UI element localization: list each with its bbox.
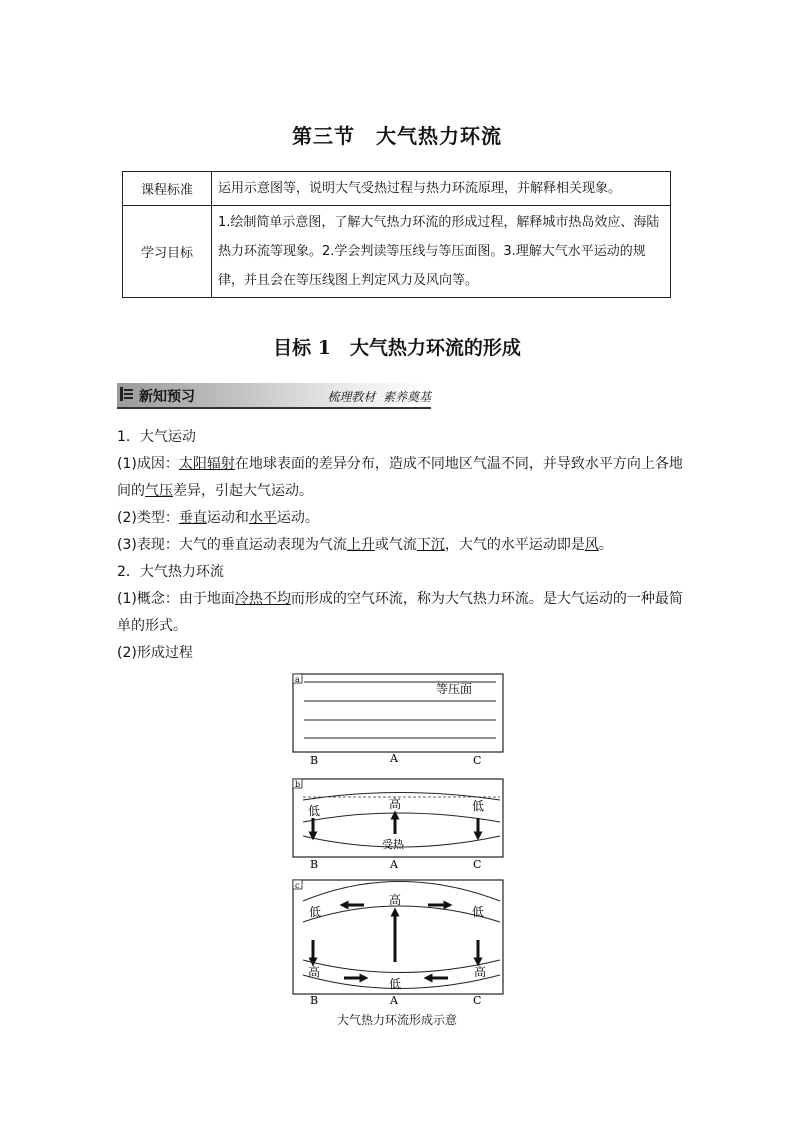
panel-a-tag: a xyxy=(295,675,300,684)
table-value: 运用示意图等，说明大气受热过程与热力环流原理，并解释相关现象。 xyxy=(212,172,671,206)
low-pressure-left: 低 xyxy=(308,804,321,818)
section-title: 目标 1 大气热力环流的形成 xyxy=(273,337,521,359)
text: 在地球表面的差异分布，造成不同地区气温不同，并导致水平方向上各地间的 xyxy=(117,456,683,499)
panel-b-tag: b xyxy=(295,780,301,789)
page-title: 第三节 大气热力环流 xyxy=(292,124,502,148)
table-key: 学习目标 xyxy=(123,206,212,298)
text: 而形成的空气环流，称为大气热力环流。是大气运动的一种最简单的形式。 xyxy=(117,591,683,634)
text: (1)概念：由于地面 xyxy=(117,591,235,607)
table-row xyxy=(123,206,671,298)
low-pressure-right: 低 xyxy=(472,799,485,813)
blank-answer: 上升 xyxy=(346,537,375,553)
high-pressure-top: 高 xyxy=(389,893,402,907)
blank-answer: 下沉 xyxy=(416,537,445,553)
table-value: 1.绘制简单示意图，了解大气热力环流的形成过程，解释城市热岛效应、海陆热力环流等现象。2.学会判读等压线与等压面图。3.理解大气水平运动的规律，并且会在等压线图上判定风力及风向等。 xyxy=(212,206,671,298)
point-a-label: A xyxy=(390,994,398,1007)
point-b-label: B xyxy=(310,994,319,1007)
paragraph-type xyxy=(117,505,687,532)
point-c-label: C xyxy=(473,858,482,871)
paragraph-concept xyxy=(117,586,687,640)
panel-a xyxy=(293,674,503,767)
high-pressure-center: 高 xyxy=(389,797,402,811)
text: 或气流 xyxy=(374,537,417,553)
point-b-label: B xyxy=(310,858,319,871)
standards-table xyxy=(122,171,671,298)
paragraph-process: (2)形成过程 xyxy=(117,645,193,661)
thermal-circulation-diagram xyxy=(280,668,520,1008)
section-banner xyxy=(117,383,431,409)
high-pressure-bottom-right: 高 xyxy=(474,965,487,979)
paragraph-cause xyxy=(117,451,687,505)
blank-answer: 气压 xyxy=(145,483,173,499)
diagram-caption: 大气热力环流形成示意 xyxy=(336,1013,457,1027)
panel-c xyxy=(293,880,503,1007)
text: 差异，引起大气运动。 xyxy=(173,483,313,499)
point-a-label: A xyxy=(390,858,398,871)
point-a-label: A xyxy=(390,752,398,765)
text: 运动。 xyxy=(276,510,319,526)
text: 。 xyxy=(598,537,613,553)
low-pressure-top-left: 低 xyxy=(309,905,322,919)
low-pressure-top-right: 低 xyxy=(472,905,485,919)
banner-subtitle: 梳理教材 素养奠基 xyxy=(327,390,431,404)
blank-answer: 风 xyxy=(584,537,599,553)
isobaric-surface-label: 等压面 xyxy=(436,682,473,696)
blank-answer: 水平 xyxy=(248,510,277,526)
heading-atmospheric-motion: 1．大气运动 xyxy=(117,429,196,445)
heading-thermal-circulation: 2．大气热力环流 xyxy=(117,564,224,580)
point-c-label: C xyxy=(473,994,482,1007)
paragraph-manifestation xyxy=(117,532,687,559)
text: (3)表现：大气的垂直运动表现为气流 xyxy=(117,537,347,553)
point-c-label: C xyxy=(473,754,482,767)
high-pressure-bottom-left: 高 xyxy=(308,965,321,979)
panel-b xyxy=(293,779,503,871)
low-pressure-bottom: 低 xyxy=(389,977,402,991)
panel-c-tag: c xyxy=(295,881,300,890)
table-row xyxy=(123,172,671,206)
text: ，大气的水平运动即是 xyxy=(444,537,585,553)
point-b-label: B xyxy=(310,754,319,767)
book-icon xyxy=(120,387,133,401)
heated-label: 受热 xyxy=(382,838,404,851)
text: 运动和 xyxy=(206,510,249,526)
text: (1)成因： xyxy=(117,456,179,472)
banner-label: 新知预习 xyxy=(139,389,195,405)
table-key: 课程标准 xyxy=(123,172,212,206)
blank-answer: 垂直 xyxy=(178,510,207,526)
blank-answer: 太阳辐射 xyxy=(178,456,235,472)
blank-answer: 冷热不均 xyxy=(234,591,291,607)
text: (2)类型： xyxy=(117,510,179,526)
